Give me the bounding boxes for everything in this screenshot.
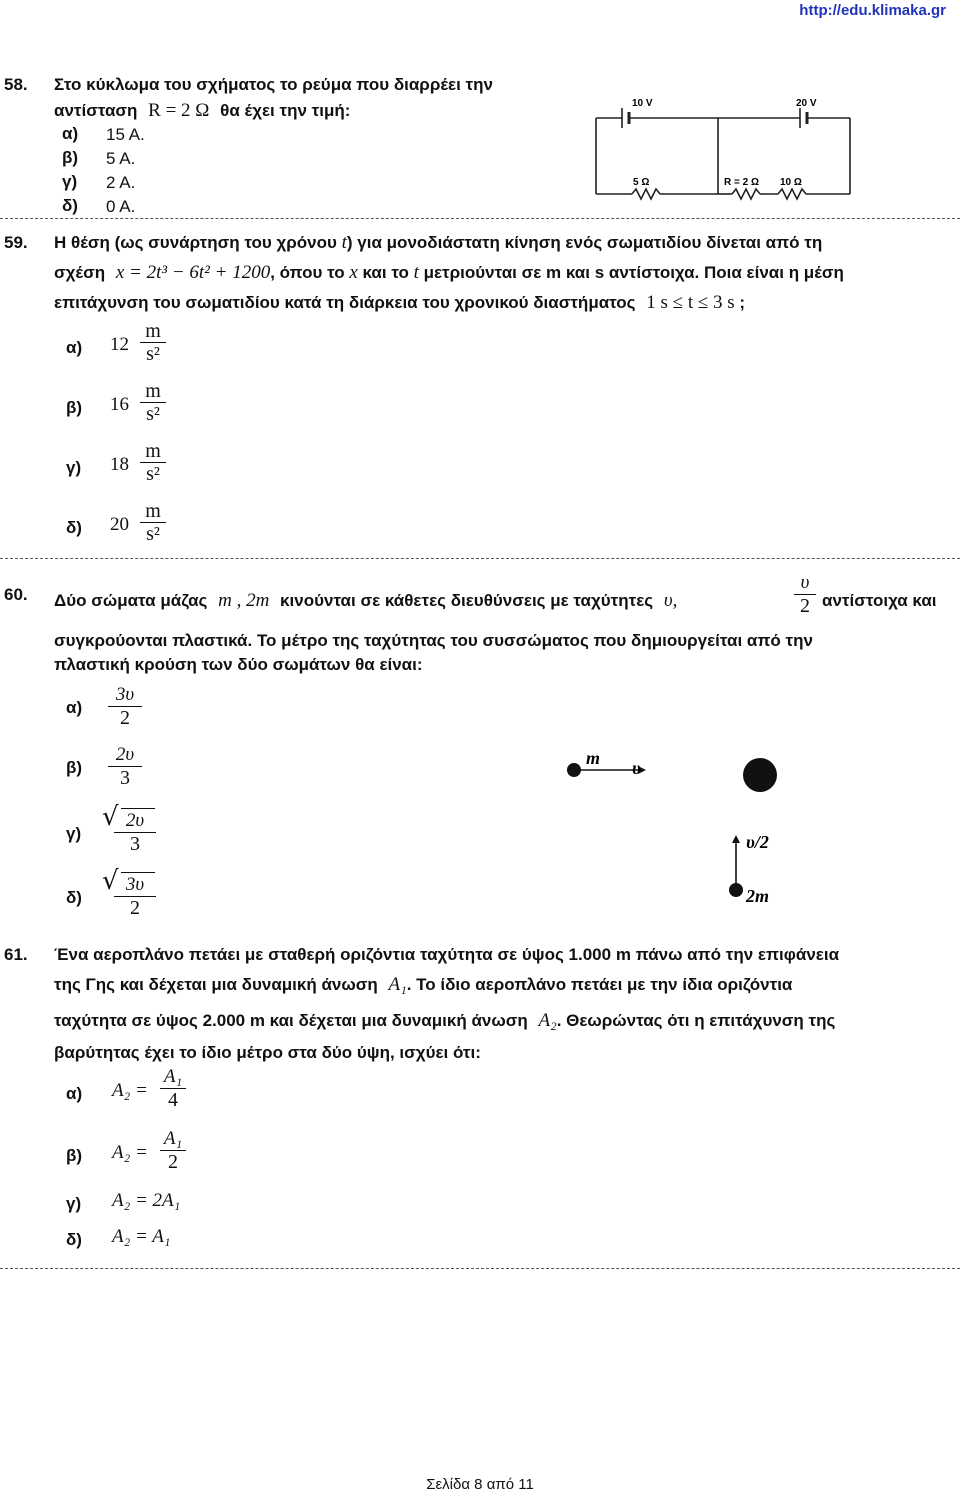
- collision-diagram: [560, 730, 800, 910]
- frac-den: 3: [120, 767, 130, 789]
- frac-num: υ: [800, 572, 810, 593]
- q59-line1-t: t: [341, 232, 347, 253]
- header-url[interactable]: http://edu.klimaka.gr: [799, 2, 946, 19]
- q58-option-c: 2 A.: [106, 173, 136, 192]
- q58-line1: Στο κύκλωμα του σχήματος το ρεύμα που διαρρέει την: [54, 75, 493, 94]
- q58-option-a-label: α): [62, 124, 79, 143]
- q58-option-a: 15 A.: [106, 125, 145, 144]
- q61-option-a-frac: [160, 1066, 186, 1111]
- q61-option-d-label: δ): [66, 1230, 82, 1249]
- frac-den: 2: [130, 897, 140, 919]
- q60-line1-c: αντίστοιχα και: [822, 591, 937, 610]
- q61-line2-b: . Το ίδιο αεροπλάνο πετάει με την ίδια οριζόντια: [406, 975, 793, 994]
- q61-line1: Ένα αεροπλάνο πετάει με σταθερή οριζόντια ταχύτητα σε ύψος 1.000 m πάνω από την επιφάνεια: [54, 945, 840, 964]
- circuit-diagram: [588, 94, 858, 206]
- q61-option-c: A₂ = 2A₁: [112, 1190, 181, 1211]
- q60-option-a: [108, 684, 142, 729]
- q60-option-d: [114, 874, 156, 919]
- q59-option-d-value: 20: [110, 514, 129, 535]
- resistor-mid-label: R = 2 Ω: [724, 177, 759, 188]
- frac-num: 3υ: [125, 874, 145, 895]
- q58-option-b: 5 A.: [106, 149, 136, 168]
- q59-option-d-unit: [140, 500, 166, 545]
- frac-num: 3υ: [115, 684, 135, 705]
- q59-option-d-label: δ): [66, 518, 82, 537]
- q61-line2: [54, 974, 792, 996]
- q59-line3-a: επιτάχυνση του σωματιδίου κατά τη διάρκεια του χρονικού διαστήματος: [54, 293, 636, 312]
- mass1-label: m: [586, 748, 601, 768]
- q61-A1: A₁: [388, 974, 407, 995]
- q59-line3: [54, 292, 745, 314]
- q59-line2: [54, 262, 844, 284]
- q60-option-c-sqrt-icon: √: [102, 802, 119, 832]
- battery-right-label: 20 V: [796, 98, 817, 109]
- unit-den: s²: [146, 523, 160, 545]
- unit-den: s²: [146, 343, 160, 365]
- q59-option-c-label: γ): [66, 458, 82, 477]
- q60-line1-b: κινούνται σε κάθετες διευθύνσεις με ταχύτητες: [280, 591, 654, 610]
- frac-den: 4: [168, 1089, 178, 1111]
- q60-option-b: [108, 744, 142, 789]
- q59-line2-b: , όπου το: [270, 263, 345, 282]
- q60-option-d-label: δ): [66, 888, 82, 907]
- q59-option-b-value: 16: [110, 394, 129, 415]
- q58-option-b-label: β): [62, 148, 79, 167]
- q61-option-b-lhs: A₂ =: [112, 1142, 148, 1163]
- q61-option-b-frac: [160, 1128, 186, 1173]
- q59-option-c-value: 18: [110, 454, 129, 475]
- vel1-label: υ: [632, 758, 641, 778]
- q60-option-c-sqrt-bar: [121, 808, 155, 809]
- arrow-up-icon: [732, 835, 740, 843]
- q59-option-b-label: β): [66, 398, 83, 417]
- q59-equation: x = 2t³ − 6t² + 1200: [115, 262, 271, 283]
- q60-option-d-sqrt-icon: √: [102, 866, 119, 896]
- q61-line3-b: . Θεωρώντας ότι η επιτάχυνση της: [556, 1011, 836, 1030]
- resistor-left-label: 5 Ω: [633, 177, 650, 188]
- q59-number: 59.: [4, 233, 28, 252]
- q60-number: 60.: [4, 585, 28, 604]
- frac-den: 2: [120, 707, 130, 729]
- q60-line1: [54, 590, 677, 612]
- frac-den: 2: [800, 595, 810, 617]
- frac-num: A₁: [163, 1066, 183, 1087]
- q59-line2-t: t: [413, 262, 419, 283]
- q61-option-c-label: γ): [66, 1194, 82, 1213]
- q59-line2-x: x: [349, 262, 358, 283]
- unit-num: m: [145, 380, 161, 402]
- q61-line4: βαρύτητας έχει το ίδιο μέτρο στα δύο ύψη, ισχύει ότι:: [54, 1043, 481, 1062]
- q59-line1-a: Η θέση (ως συνάρτηση του χρόνου: [54, 233, 337, 252]
- q59-line1: [54, 232, 822, 254]
- q59-interval: 1 s ≤ t ≤ 3 s: [646, 292, 735, 313]
- q58-option-c-label: γ): [62, 172, 78, 191]
- q58-resistance: R = 2 Ω: [148, 100, 210, 121]
- q59-option-a-value: 12: [110, 334, 129, 355]
- unit-den: s²: [146, 403, 160, 425]
- mass2-label: 2m: [746, 886, 770, 906]
- battery-left-label: 10 V: [632, 98, 653, 109]
- frac-num: A₁: [163, 1128, 183, 1149]
- q60-line3: πλαστική κρούση των δύο σωμάτων θα είναι:: [54, 655, 423, 674]
- q59-line1-b: ) για μονοδιάστατη κίνηση ενός σωματιδίου δίνεται από τη: [346, 233, 823, 252]
- q58-line2-post: θα έχει την τιμή:: [220, 101, 351, 120]
- q59-line2-d: μετριούνται σε m και s αντίστοιχα. Ποια είναι η μέση: [423, 263, 844, 282]
- separator-3: [0, 1268, 960, 1269]
- q60-line2: συγκρούονται πλαστικά. Το μέτρο της ταχύτητας του συσσώματος που δημιουργείται από την: [54, 631, 813, 650]
- q61-option-a-label: α): [66, 1084, 83, 1103]
- resistor-right-label: 10 Ω: [780, 177, 802, 188]
- q58-option-d: 0 A.: [106, 197, 136, 216]
- q60-option-a-label: α): [66, 698, 83, 717]
- q60-masses: m , 2m: [218, 590, 270, 611]
- q58-line2: [54, 100, 350, 122]
- combined-body-icon: [743, 758, 777, 792]
- q61-option-b-label: β): [66, 1146, 83, 1165]
- q60-half-velocity: [794, 572, 816, 617]
- q60-option-d-sqrt-bar: [121, 872, 155, 873]
- q59-line2-a: σχέση: [54, 263, 106, 282]
- frac-num: 2υ: [115, 744, 135, 765]
- q58-option-d-label: δ): [62, 196, 78, 215]
- q60-velocity: υ,: [663, 590, 678, 611]
- q61-line3-a: ταχύτητα σε ύψος 2.000 m και δέχεται μια δυναμική άνωση: [54, 1011, 528, 1030]
- unit-num: m: [145, 440, 161, 462]
- q61-line3: [54, 1010, 835, 1032]
- q59-option-a-label: α): [66, 338, 83, 357]
- q59-option-c-unit: [140, 440, 166, 485]
- unit-num: m: [145, 320, 161, 342]
- q60-line1-a: Δύο σώματα μάζας: [54, 591, 208, 610]
- q60-option-c-label: γ): [66, 824, 82, 843]
- q61-line2-a: της Γης και δέχεται μια δυναμική άνωση: [54, 975, 378, 994]
- frac-den: 3: [130, 833, 140, 855]
- q61-option-d: A₂ = A₁: [112, 1226, 171, 1247]
- q60-option-b-label: β): [66, 758, 83, 777]
- frac-num: 2υ: [125, 810, 145, 831]
- separator-2: [0, 558, 960, 559]
- frac-den: 2: [168, 1151, 178, 1173]
- q59-option-a-unit: [140, 320, 166, 365]
- separator-1: [0, 218, 960, 219]
- unit-num: m: [145, 500, 161, 522]
- q59-line2-c: και το: [362, 263, 409, 282]
- q59-option-b-unit: [140, 380, 166, 425]
- vel2-label: υ/2: [746, 832, 769, 852]
- q58-number: 58.: [4, 75, 28, 94]
- q61-option-a-lhs: A₂ =: [112, 1080, 148, 1101]
- q59-line3-b: ;: [739, 293, 746, 312]
- page-footer: Σελίδα 8 από 11: [426, 1476, 534, 1493]
- q60-option-c: [114, 810, 156, 855]
- unit-den: s²: [146, 463, 160, 485]
- q61-A2: A₂: [538, 1010, 557, 1031]
- q58-line2-pre: αντίσταση: [54, 101, 138, 120]
- q61-number: 61.: [4, 945, 28, 964]
